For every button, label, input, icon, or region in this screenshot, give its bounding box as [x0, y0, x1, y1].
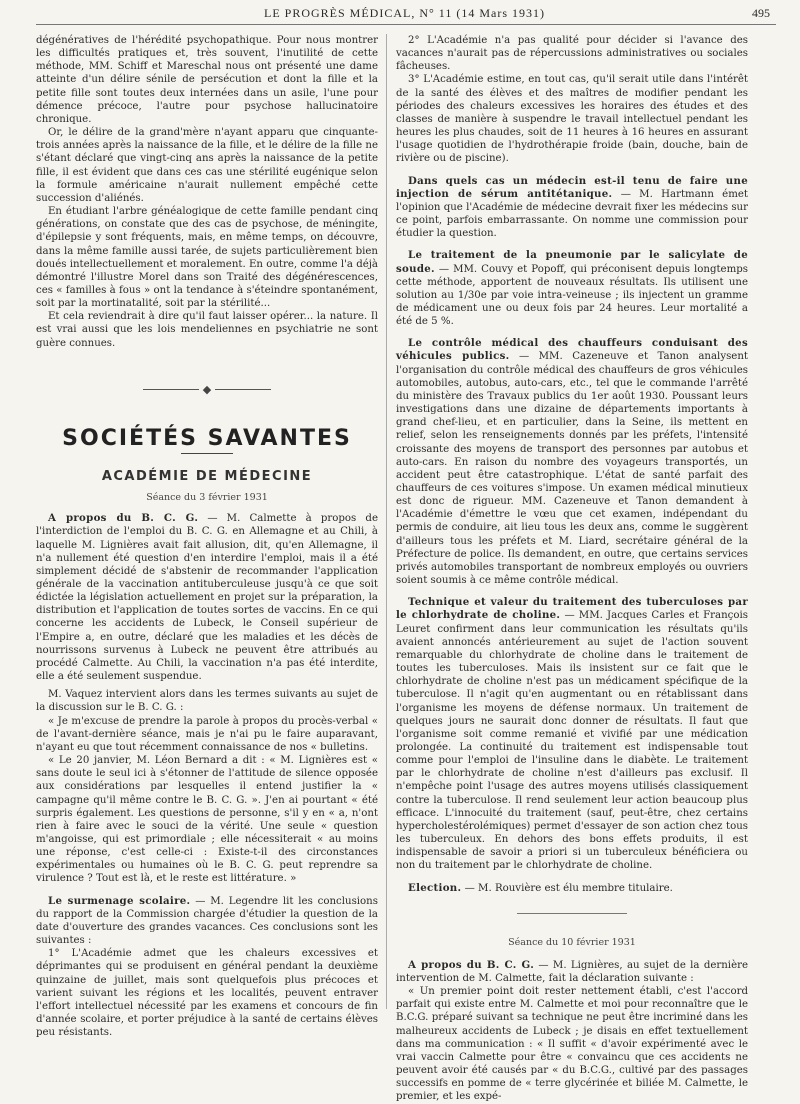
running-title: LE PROGRÈS MÉDICAL, N° 11 (14 Mars 1931) [264, 6, 546, 20]
article-hartmann [396, 175, 748, 241]
section-ornament [36, 370, 378, 410]
divider [181, 453, 233, 454]
article-chauffeurs [396, 337, 748, 587]
article-bcg-2 [396, 959, 748, 985]
article-body: — MM. Cazeneuve et Tanon analysent l'organisation du contrôle médical des chauffeurs de gros véhicules automobiles, autobus, auto-cars, etc., tel que le commande l'arrêté du ministère des Travaux publics du 1er août 1930. Poussant leurs investigations dans une dizaine de départements importants à grand chef-lieu, et en particulier, dans la Seine, ils mettent en relief, selon les renseignements donnés par les préfets, l'intensité croissante des moyens de transport des personnes par autobus et auto-cars. En raison du nombre des voyageurs transportés, un accident peut être catastrophique. L'état de santé parfait des chauffeurs de ces voitures s'impose. Un examen médical minutieux est donc de rigueur. MM. Cazeneuve et Tanon demandent à l'Académie d'émettre le vœu que cet examen, indépendant du permis de conduire, ait lieu tous les deux ans, comme le suggèrent d'ailleurs tous les préfets et M. Liard, secrétaire général de la Préfecture de police. Ils demandent, en outre, que certains services privés automobiles transportant de nombreux employés ou ouvriers soient soumis à ce même contrôle médical. [396, 351, 748, 587]
paragraph: M. Vaquez intervient alors dans les termes suivants au sujet de la discussion sur le B. C. G. : [36, 689, 378, 714]
article-lead: Technique et valeur du traitement des tuberculoses par le chlorhydrate de choline. [396, 596, 748, 622]
article-body: — M. Hartmann émet l'opinion que l'Académie de médecine devrait fixer les médecins sur ce point, parfois embarrassante. On nomme une commission pour étudier la question. [396, 188, 748, 240]
paragraph: 1° L'Académie admet que les chaleurs excessives et déprimantes qui se produisent en général pendant la deuxième quinzaine de juillet, mais sont quelquefois plus précoces et varient suivant les régions et les localités, peuvent entraver l'effort intellectuel nécessité par les examens et concours de fin d'année scolaire, et porter préjudice à la santé de certains élèves peu résistants. [36, 948, 378, 1039]
paragraph: En étudiant l'arbre généalogique de cette famille pendant cinq générations, on constate que des cas de psychose, de méningite, d'épilepsie y sont fréquents, mais, en même temps, on découvre, dans la même famille aussi tarée, de sujets particulièrement bien doués intellectuellement et moralement. En outre, comme l'a déjà démontré l'illustre Morel dans son Traité des dégénérescences, ces « familles à fous » ont la tendance à s'éteindre spontanément, soit par la mortinatalité, soit par la stérilité... [36, 206, 378, 310]
divider [517, 913, 627, 914]
quote: « Un premier point doit rester nettement établi, c'est l'accord parfait qui existe entre M. Calmette et moi pour reconnaître que le B.C.G. préparé suivant sa technique ne peut être incriminé dans les malheureux accidents de Lubeck ; je disais en effet textuellement dans ma communication : « Il suffit « d'avoir expérimenté avec le vrai vaccin Calmette pour être « convaincu que ces accidents ne peuvent avoir été causés par « du B.C.G., cultivé par des passages successifs en pomme de « terre glycérinée et biliée M. Calmette, le premier, et les expé- [396, 986, 748, 1103]
page-header [36, 6, 776, 25]
right-column [396, 34, 748, 1103]
article-lead: Election. [408, 881, 462, 894]
article-body: — M. Legendre lit les conclusions du rapport de la Commission chargée d'étudier la question de la date d'ouverture des grandes vacances. Ces conclusions sont les suivantes : [36, 895, 378, 947]
article-salicylate [396, 249, 748, 328]
paragraph: Or, le délire de la grand'mère n'ayant apparu que cinquante-trois années après la naissance de la fille, et le délire de la fille ne s'étant déclaré que vingt-cinq ans après la naissance de la petite fille, il est évident que dans ces cas une stérilité eugénique selon la formule américaine n'aurait nullement empêché cette succession d'aliénés. [36, 127, 378, 204]
article-body: — MM. Couvy et Popoff, qui préconisent depuis longtemps cette méthode, apportent de nouveaux résultats. Ils utilisent une solution au 1/30e par voie intra-veineuse ; ils injectent un gramme de médicament une ou deux fois par 24 heures. Leur mortalité a été de 5 %. [396, 263, 748, 328]
article-body: — M. Calmette à propos de l'interdiction de l'emploi du B. C. G. en Allemagne et au Chili, à laquelle M. Lignières avait fait allusion, dit, qu'en Allemagne, il n'a nullement été question d'en interdire l'emploi, mais il a été simplement décidé de s'abstenir de recommander l'application générale de la vaccination antituberculeuse jusqu'à ce que soit édictée la législation actuellement en projet sur la préparation, la distribution et l'application de toutes sortes de vaccins. En ce qui concerne les accidents de Lubeck, le Conseil supérieur de l'Empire a, en outre, déclaré que les maladies et les décès de nourrissons survenus à Lubeck ne peuvent être attribués au procédé Calmette. Au Chili, la vaccination n'a pas été interdite, elle a été seulement suspendue. [36, 513, 378, 683]
article-body: — M. Lignières, au sujet de la dernière intervention de M. Calmette, fait la déclaration suivante : [396, 959, 748, 984]
article-lead: Le contrôle médical des chauffeurs conduisant des véhicules publics. [396, 337, 748, 363]
column-divider [386, 34, 387, 1009]
article-election [396, 882, 748, 895]
quote: « Le 20 janvier, M. Léon Bernard a dit : « M. Lignières est « sans doute le seul ici à s'étonner de l'attitude de silence opposée aux considérations par lesquelles il entend justifier la « campagne qu'il même contre le B. C. G. ». J'en ai pourtant « été surpris également. Les questions de personne, s'il y en « a, n'ont rien à faire avec le souci de la vérité. Une seule « question m'angoisse, qui est primordiale ; elle nécessiterait « au moins une réponse, c'est celle-ci : Existe-t-il des circonstances expérimentales ou humaines où le B. C. G. peut reprendre sa virulence ? Tout est là, et le reste est littérature. » [36, 755, 378, 885]
section-title: SOCIÉTÉS SAVANTES [62, 425, 352, 451]
paragraph: 2° L'Académie n'a pas qualité pour décider si l'avance des vacances n'aurait pas de répercussions administratives ou sociales fâcheuses. [396, 35, 748, 73]
article-lead: A propos du B. C. G. [408, 958, 535, 971]
article-lead: Dans quels cas un médecin est-il tenu de faire une injection de sérum antitétanique. [396, 174, 748, 200]
session-date: Séance du 3 février 1931 [146, 492, 268, 504]
article-bcg [36, 512, 378, 683]
diamond-icon: ◆ [202, 383, 212, 397]
article-lead: A propos du B. C. G. [48, 512, 199, 525]
quote: « Je m'excuse de prendre la parole à propos du procès-verbal « de l'avant-dernière séance, mais je n'ai pu le faire auparavant, n'ayant eu que tout récemment connaissance de nos « bulletins. [36, 715, 378, 753]
paragraph: 3° L'Académie estime, en tout cas, qu'il serait utile dans l'intérêt de la santé des élèves et des maîtres de modifier pendant les périodes des chaleurs excessives les horaires des études et des classes de manière à suspendre le travail intellectuel pendant les heures les plus chaudes, soit de 11 heures à 16 heures en assurant l'usage quotidien de l'hydrothérapie froide (bain, douche, bain de rivière ou de piscine). [396, 74, 748, 165]
paragraph: Et cela reviendrait à dire qu'il faut laisser opérer... la nature. Il est vrai aussi que les lois mendeliennes en psychiatrie ne sont guère connues. [36, 311, 378, 349]
page-number: 495 [752, 6, 770, 20]
article-lead: Le traitement de la pneumonie par le salicylate de soude. [396, 249, 748, 275]
article-body: — M. Rouvière est élu membre titulaire. [464, 882, 673, 894]
paragraph: dégénératives de l'hérédité psychopathique. Pour nous montrer les difficultés pratiques et, très souvent, l'inutilité de cette méthode, MM. Schiff et Mareschal nous ont présenté une dame atteinte d'un délire sénile de persécution et dont la fille et la petite fille sont toutes deux internées dans un asile, l'une pour démence précoce, l'autre pour psychose hallucinatoire chronique. [36, 35, 378, 125]
article-choline [396, 596, 748, 872]
session-date: Séance du 10 février 1931 [508, 936, 636, 948]
left-column [36, 34, 378, 1039]
article-lead: Le surmenage scolaire. [48, 894, 191, 907]
article-surmenage [36, 895, 378, 948]
article-body: — MM. Jacques Carles et François Leuret confirment dans leur communication les résultats qu'ils avaient annoncés antérieurement au sujet de l'action souvent remarquable du chlorhydrate de choline dans le traitement de toutes les tuberculoses. Mais ils insistent sur ce fait que le chlorhydrate de choline n'est pas un médicament spécifique de la tuberculose. Il n'agit qu'en augmentant ou en rétablissant dans l'organisme les moyens de défense normaux. Un traitement de quelques jours ne saurait donc donner de résultats. Il faut que l'organisme soit comme remanié et vivifié par une médication prolongée. La continuité du traitement est indispensable tout comme pour l'emploi de l'insuline dans le diabète. Le traitement par le chlorhydrate de choline n'est d'ailleurs pas exclusif. Il n'empêche point l'usage des autres moyens utilisés classiquement contre la tuberculose. Il rend seulement leur action beaucoup plus efficace. L'innocuité du traitement (sauf, peut-être, chez certains hypercholestérolémiques) permet d'essayer de son action chez tous les tuberculeux. En dehors des bons effets produits, il est indispensable de savoir a priori si un tuberculeux bénéficiera ou non du traitement par le chlorhydrate de choline. [396, 610, 748, 872]
subsection-title: ACADÉMIE DE MÉDECINE [101, 468, 313, 484]
